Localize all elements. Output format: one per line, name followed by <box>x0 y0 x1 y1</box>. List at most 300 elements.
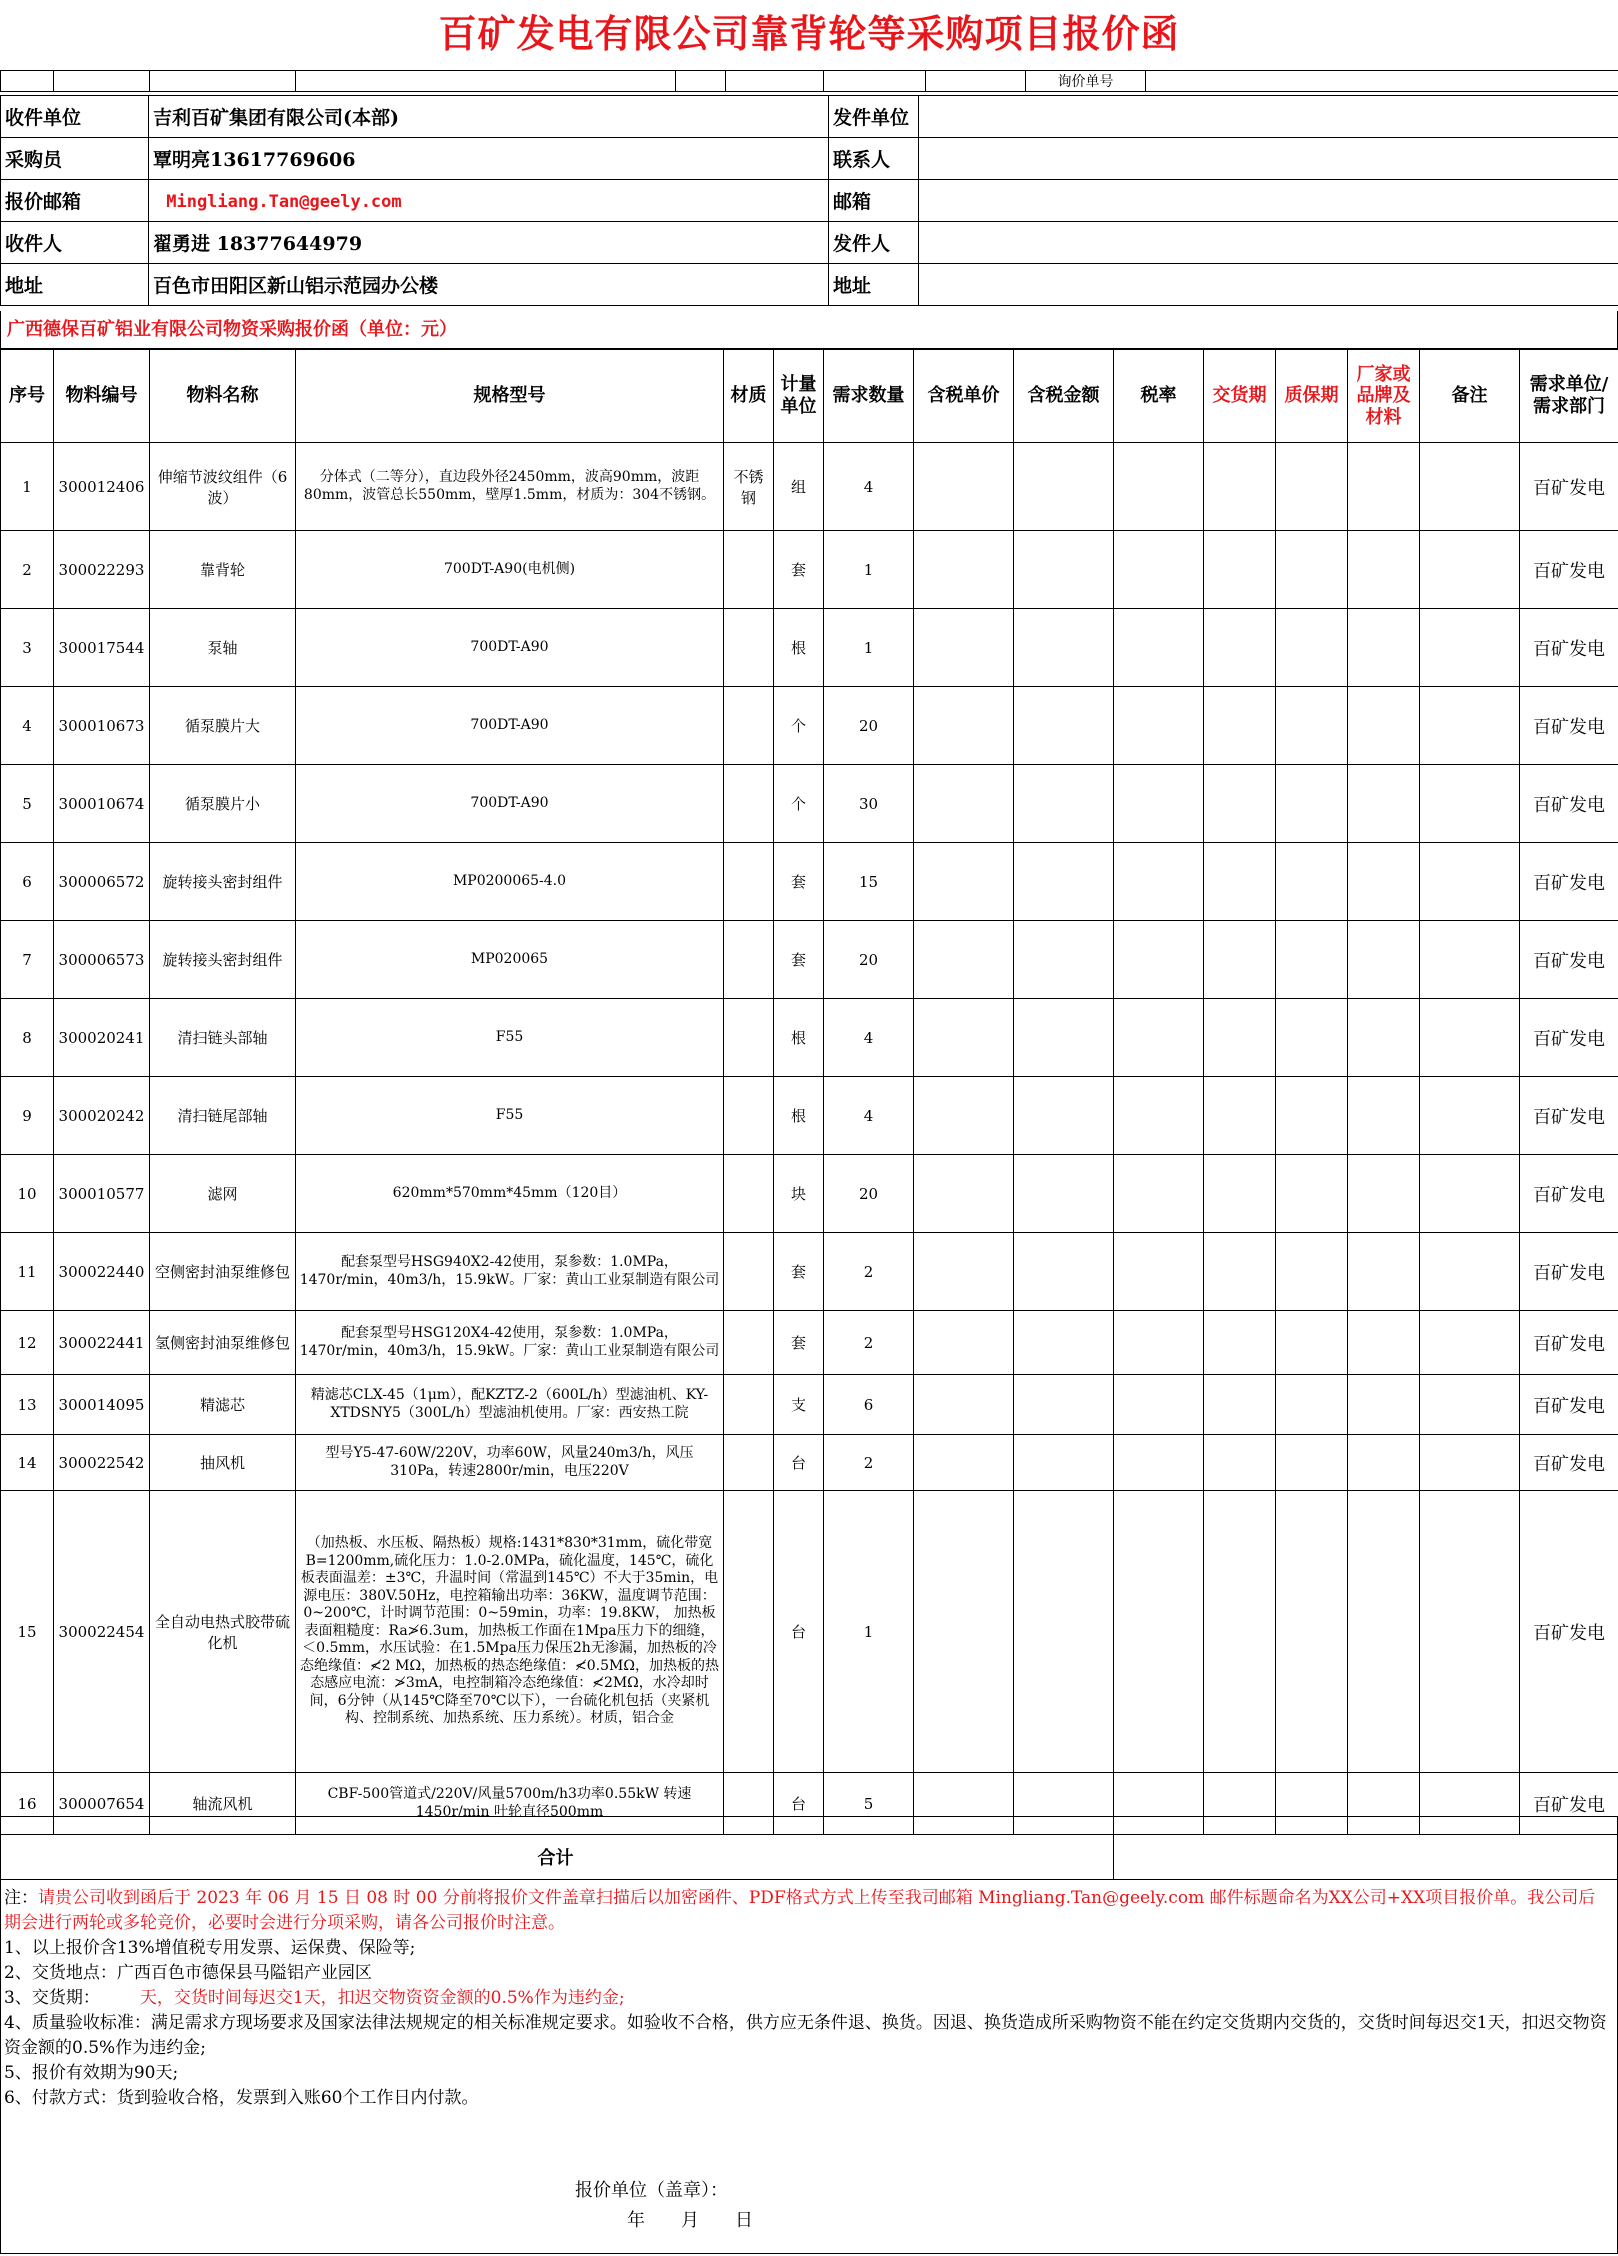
row-amount[interactable] <box>1014 1233 1114 1311</box>
row-remark[interactable] <box>1420 765 1520 843</box>
row-spec: （加热板、水压板、隔热板）规格:1431*830*31mm，硫化带宽B=1200mm,硫化压力：1.0-2.0MPa，硫化温度，145℃，硫化板表面温差：±3℃，升温时间（常温到145℃）不大于35min，电源电压：380V.50Hz，电控箱输出功率：36KW，温度调节范围：0~200℃，计时调节范围：0~59min，功率：19.8KW， 加热板表面粗糙度：Ra≯6.3um，加热板工作面在1Mpa压力下的细缝， ＜0.5mm，水压试验：在1.5Mpa压力保压2h无渗漏，加热板的冷态绝缘值：≮2 MΩ，加热板的热态绝缘值：≮0.5MΩ，加热板的热态感应电流：≯3mA，电控制箱冷态绝缘值：≮2MΩ，水冷却时间，6分钟（从145℃降至70℃以下），一台硫化机包括（夹紧机构、控制系统、加热系统、压力系统）。材质，铝合金 <box>296 1491 724 1773</box>
row-delivery[interactable] <box>1204 1077 1276 1155</box>
row-brand[interactable] <box>1348 921 1420 999</box>
row-brand[interactable] <box>1348 999 1420 1077</box>
row-code: 300017544 <box>54 609 150 687</box>
row-code: 300010673 <box>54 687 150 765</box>
row-warranty[interactable] <box>1276 1491 1348 1773</box>
row-brand[interactable] <box>1348 1155 1420 1233</box>
row-unit: 组 <box>774 443 824 531</box>
row-no: 5 <box>1 765 54 843</box>
row-tax[interactable] <box>1114 1233 1204 1311</box>
row-delivery[interactable] <box>1204 1233 1276 1311</box>
items-table <box>0 349 1618 1880</box>
row-dept: 百矿发电 <box>1520 1375 1618 1435</box>
row-warranty[interactable] <box>1276 1233 1348 1311</box>
row-warranty[interactable] <box>1276 443 1348 531</box>
col-price: 含税单价 <box>914 350 1014 443</box>
row-tax[interactable] <box>1114 843 1204 921</box>
row-amount[interactable] <box>1014 1077 1114 1155</box>
row-warranty[interactable] <box>1276 843 1348 921</box>
row-price[interactable] <box>914 687 1014 765</box>
row-material <box>724 843 774 921</box>
row-brand[interactable] <box>1348 1773 1420 1835</box>
row-price[interactable] <box>914 1077 1014 1155</box>
row-qty: 4 <box>824 999 914 1077</box>
row-unit: 套 <box>774 921 824 999</box>
row-qty: 20 <box>824 687 914 765</box>
row-dept: 百矿发电 <box>1520 1773 1618 1835</box>
note-4: 4、质量验收标准：满足需求方现场要求及国家法律法规规定的相关标准规定要求。如验收不合格，供方应无条件退、换货。因退、换货造成所采购物资不能在约定交货期内交货的，交货时间每迟交1天，扣迟交物资资金额的0.5%作为违约金; <box>4 2013 1607 2058</box>
address2-label: 地址 <box>829 264 919 306</box>
row-material <box>724 687 774 765</box>
row-warranty[interactable] <box>1276 609 1348 687</box>
row-material <box>724 1077 774 1155</box>
row-name: 旋转接头密封组件 <box>150 921 296 999</box>
row-no: 15 <box>1 1491 54 1773</box>
table-row <box>1 531 1618 609</box>
notes-main: 注：请贵公司收到函后于 2023 年 06 月 15 日 08 时 00 分前将报价文件盖章扫描后以加密函件、PDF格式方式上传至我司邮箱 Mingliang.Tan@geely.com 邮件标题命名为XX公司+XX项目报价单。我公司后期会进行两轮或多轮竞价，必要时会进行分项采购，请各公司报价时注意。 <box>4 1888 1596 1933</box>
address-label: 地址 <box>1 264 149 306</box>
row-no: 9 <box>1 1077 54 1155</box>
buyer-label: 采购员 <box>1 138 149 180</box>
notes <box>4 1886 1612 2111</box>
row-price[interactable] <box>914 1435 1014 1491</box>
address-value: 百色市田阳区新山铝示范园办公楼 <box>149 264 829 306</box>
date-label: 年 月 日 <box>627 2210 753 2231</box>
row-warranty[interactable] <box>1276 1435 1348 1491</box>
row-remark[interactable] <box>1420 1491 1520 1773</box>
row-warranty[interactable] <box>1276 1077 1348 1155</box>
row-delivery[interactable] <box>1204 1155 1276 1233</box>
row-price[interactable] <box>914 765 1014 843</box>
row-dept: 百矿发电 <box>1520 609 1618 687</box>
row-material <box>724 1375 774 1435</box>
row-spec: 配套泵型号HSG120X4-42使用，泵参数：1.0MPa，1470r/min，40m3/h，15.9kW。厂家：黄山工业泵制造有限公司 <box>296 1311 724 1375</box>
row-name: 全自动电热式胶带硫化机 <box>150 1491 296 1773</box>
row-material <box>724 531 774 609</box>
row-tax[interactable] <box>1114 443 1204 531</box>
col-warranty: 质保期 <box>1276 350 1348 443</box>
quote-unit-label: 报价单位（盖章）： <box>575 2180 728 2201</box>
row-qty: 6 <box>824 1375 914 1435</box>
recipient-value: 翟勇进 18377644979 <box>149 222 829 264</box>
row-delivery[interactable] <box>1204 921 1276 999</box>
row-qty: 2 <box>824 1233 914 1311</box>
row-no: 7 <box>1 921 54 999</box>
row-qty: 1 <box>824 1491 914 1773</box>
row-name: 循泵膜片小 <box>150 765 296 843</box>
row-spec: CBF-500管道式/220V/风量5700m/h3功率0.55kW 转速1450r/min 叶轮直径500mm <box>296 1773 724 1835</box>
row-remark[interactable] <box>1420 1435 1520 1491</box>
row-spec: F55 <box>296 1077 724 1155</box>
col-qty: 需求数量 <box>824 350 914 443</box>
table-row <box>1 765 1618 843</box>
row-spec: 型号Y5-47-60W/220V，功率60W，风量240m3/h，风压310Pa，转速2800r/min，电压220V <box>296 1435 724 1491</box>
table-row <box>1 687 1618 765</box>
row-no: 11 <box>1 1233 54 1311</box>
row-unit: 根 <box>774 1077 824 1155</box>
row-dept: 百矿发电 <box>1520 443 1618 531</box>
row-name: 空侧密封油泵维修包 <box>150 1233 296 1311</box>
row-dept: 百矿发电 <box>1520 1155 1618 1233</box>
col-delivery: 交货期 <box>1204 350 1276 443</box>
row-price[interactable] <box>914 999 1014 1077</box>
col-spec: 规格型号 <box>296 350 724 443</box>
row-amount[interactable] <box>1014 687 1114 765</box>
row-delivery[interactable] <box>1204 1311 1276 1375</box>
table-row <box>1 843 1618 921</box>
row-warranty[interactable] <box>1276 687 1348 765</box>
row-remark[interactable] <box>1420 1311 1520 1375</box>
row-material <box>724 609 774 687</box>
row-qty: 1 <box>824 531 914 609</box>
row-dept: 百矿发电 <box>1520 531 1618 609</box>
row-amount[interactable] <box>1014 609 1114 687</box>
row-warranty[interactable] <box>1276 921 1348 999</box>
row-qty: 20 <box>824 921 914 999</box>
row-dept: 百矿发电 <box>1520 1233 1618 1311</box>
col-no: 序号 <box>1 350 54 443</box>
row-name: 伸缩节波纹组件（6波） <box>150 443 296 531</box>
row-amount[interactable] <box>1014 1375 1114 1435</box>
total-label: 合计 <box>1 1835 1114 1880</box>
row-spec: MP020065 <box>296 921 724 999</box>
row-spec: 700DT-A90 <box>296 687 724 765</box>
row-dept: 百矿发电 <box>1520 1077 1618 1155</box>
table-row <box>1 1311 1618 1375</box>
email-value[interactable]: Mingliang.Tan@geely.com <box>166 191 402 212</box>
row-delivery[interactable] <box>1204 531 1276 609</box>
mail-value[interactable] <box>919 180 1618 222</box>
items-body <box>1 443 1618 1835</box>
row-unit: 块 <box>774 1155 824 1233</box>
sender-unit-label: 发件单位 <box>829 96 919 138</box>
row-dept: 百矿发电 <box>1520 921 1618 999</box>
total-row <box>1 1835 1618 1880</box>
row-brand[interactable] <box>1348 1233 1420 1311</box>
row-remark[interactable] <box>1420 443 1520 531</box>
note-2: 2、交货地点：广西百色市德保县马隘铝产业园区 <box>4 1963 372 1983</box>
row-spec: F55 <box>296 999 724 1077</box>
row-price[interactable] <box>914 1375 1014 1435</box>
row-price[interactable] <box>914 843 1014 921</box>
row-material <box>724 999 774 1077</box>
row-dept: 百矿发电 <box>1520 1491 1618 1773</box>
row-no: 1 <box>1 443 54 531</box>
note-1: 1、以上报价含13%增值税专用发票、运保费、保险等; <box>4 1938 416 1958</box>
row-amount[interactable] <box>1014 1435 1114 1491</box>
row-remark[interactable] <box>1420 687 1520 765</box>
row-delivery[interactable] <box>1204 765 1276 843</box>
row-dept: 百矿发电 <box>1520 687 1618 765</box>
row-remark[interactable] <box>1420 999 1520 1077</box>
row-tax[interactable] <box>1114 921 1204 999</box>
row-brand[interactable] <box>1348 687 1420 765</box>
row-unit: 套 <box>774 1311 824 1375</box>
row-name: 滤网 <box>150 1155 296 1233</box>
row-remark[interactable] <box>1420 531 1520 609</box>
row-warranty[interactable] <box>1276 1155 1348 1233</box>
row-unit: 支 <box>774 1375 824 1435</box>
row-amount[interactable] <box>1014 1491 1114 1773</box>
row-brand[interactable] <box>1348 765 1420 843</box>
row-no: 3 <box>1 609 54 687</box>
row-dept: 百矿发电 <box>1520 1311 1618 1375</box>
row-material <box>724 1491 774 1773</box>
row-name: 氢侧密封油泵维修包 <box>150 1311 296 1375</box>
col-code: 物料编号 <box>54 350 150 443</box>
inquiry-row <box>0 70 1618 92</box>
row-tax[interactable] <box>1114 531 1204 609</box>
row-delivery[interactable] <box>1204 1491 1276 1773</box>
row-name: 精滤芯 <box>150 1375 296 1435</box>
quotation-subtitle: 广西德保百矿铝业有限公司物资采购报价函（单位：元） <box>0 311 1618 349</box>
row-price[interactable] <box>914 531 1014 609</box>
row-price[interactable] <box>914 1233 1014 1311</box>
row-spec: 分体式（二等分），直边段外径2450mm，波高90mm，波距80mm，波管总长550mm，壁厚1.5mm，材质为：304不锈钢。 <box>296 443 724 531</box>
row-delivery[interactable] <box>1204 443 1276 531</box>
row-no: 6 <box>1 843 54 921</box>
row-tax[interactable] <box>1114 687 1204 765</box>
row-delivery[interactable] <box>1204 1375 1276 1435</box>
row-code: 300022293 <box>54 531 150 609</box>
row-brand[interactable] <box>1348 609 1420 687</box>
email-label: 报价邮箱 <box>1 180 149 222</box>
row-tax[interactable] <box>1114 1375 1204 1435</box>
address2-value[interactable] <box>919 264 1618 306</box>
row-code: 300006573 <box>54 921 150 999</box>
row-brand[interactable] <box>1348 1435 1420 1491</box>
row-no: 16 <box>1 1773 54 1835</box>
row-spec: 700DT-A90(电机侧) <box>296 531 724 609</box>
row-unit: 根 <box>774 609 824 687</box>
row-warranty[interactable] <box>1276 1375 1348 1435</box>
col-brand: 厂家或品牌及材料 <box>1348 350 1420 443</box>
row-name: 旋转接头密封组件 <box>150 843 296 921</box>
row-no: 13 <box>1 1375 54 1435</box>
row-tax[interactable] <box>1114 999 1204 1077</box>
row-code: 300014095 <box>54 1375 150 1435</box>
row-delivery[interactable] <box>1204 999 1276 1077</box>
row-price[interactable] <box>914 609 1014 687</box>
row-code: 300020242 <box>54 1077 150 1155</box>
table-row <box>1 443 1618 531</box>
note-6: 6、付款方式：货到验收合格，发票到入账60个工作日内付款。 <box>4 2088 479 2108</box>
table-row <box>1 1233 1618 1311</box>
row-tax[interactable] <box>1114 609 1204 687</box>
row-delivery[interactable] <box>1204 843 1276 921</box>
row-material <box>724 1435 774 1491</box>
row-code: 300022454 <box>54 1491 150 1773</box>
row-code: 300012406 <box>54 443 150 531</box>
table-row <box>1 1077 1618 1155</box>
row-qty: 4 <box>824 1077 914 1155</box>
row-tax[interactable] <box>1114 1435 1204 1491</box>
row-tax[interactable] <box>1114 1491 1204 1773</box>
row-material <box>724 1773 774 1835</box>
row-amount[interactable] <box>1014 1155 1114 1233</box>
row-brand[interactable] <box>1348 1491 1420 1773</box>
note-3: 3、交货期： 天，交货时间每迟交1天，扣迟交物资资金额的0.5%作为违约金; <box>4 1988 625 2008</box>
row-brand[interactable] <box>1348 843 1420 921</box>
row-material <box>724 921 774 999</box>
row-amount[interactable] <box>1014 999 1114 1077</box>
col-material: 材质 <box>724 350 774 443</box>
row-brand[interactable] <box>1348 531 1420 609</box>
mail-label: 邮箱 <box>829 180 919 222</box>
row-name: 轴流风机 <box>150 1773 296 1835</box>
row-price[interactable] <box>914 1311 1014 1375</box>
row-qty: 2 <box>824 1435 914 1491</box>
row-dept: 百矿发电 <box>1520 1435 1618 1491</box>
row-qty: 15 <box>824 843 914 921</box>
receiver-unit-label: 收件单位 <box>1 96 149 138</box>
row-remark[interactable] <box>1420 1155 1520 1233</box>
row-no: 12 <box>1 1311 54 1375</box>
col-name: 物料名称 <box>150 350 296 443</box>
row-qty: 2 <box>824 1311 914 1375</box>
row-material <box>724 1155 774 1233</box>
row-spec: 精滤芯CLX-45（1μm），配KZTZ-2（600L/h）型滤油机、KY-XTDSNY5（300L/h）型滤油机使用。厂家：西安热工院 <box>296 1375 724 1435</box>
row-spec: MP0200065-4.0 <box>296 843 724 921</box>
row-name: 清扫链头部轴 <box>150 999 296 1077</box>
row-remark[interactable] <box>1420 843 1520 921</box>
note-5: 5、报价有效期为90天; <box>4 2063 179 2083</box>
row-dept: 百矿发电 <box>1520 999 1618 1077</box>
row-delivery[interactable] <box>1204 1435 1276 1491</box>
page-title: 百矿发电有限公司靠背轮等采购项目报价函 <box>438 11 1180 56</box>
sender-value[interactable] <box>919 222 1618 264</box>
table-row <box>1 1375 1618 1435</box>
row-name: 循泵膜片大 <box>150 687 296 765</box>
col-tax: 税率 <box>1114 350 1204 443</box>
signature-block <box>575 2176 753 2236</box>
row-remark[interactable] <box>1420 1077 1520 1155</box>
row-qty: 5 <box>824 1773 914 1835</box>
row-no: 2 <box>1 531 54 609</box>
row-price[interactable] <box>914 443 1014 531</box>
row-delivery[interactable] <box>1204 687 1276 765</box>
row-code: 300020241 <box>54 999 150 1077</box>
row-material <box>724 1311 774 1375</box>
sender-unit-value[interactable] <box>919 96 1618 138</box>
row-tax[interactable] <box>1114 765 1204 843</box>
row-warranty[interactable] <box>1276 531 1348 609</box>
row-warranty[interactable] <box>1276 1311 1348 1375</box>
total-value[interactable] <box>1114 1835 1618 1880</box>
inquiry-no-value[interactable] <box>1146 71 1618 92</box>
row-unit: 根 <box>774 999 824 1077</box>
row-spec: 700DT-A90 <box>296 609 724 687</box>
row-unit: 套 <box>774 531 824 609</box>
table-row <box>1 1155 1618 1233</box>
contact-label: 联系人 <box>829 138 919 180</box>
table-row <box>1 1435 1618 1491</box>
table-row <box>1 1773 1618 1835</box>
row-qty: 20 <box>824 1155 914 1233</box>
table-row <box>1 999 1618 1077</box>
row-tax[interactable] <box>1114 1773 1204 1835</box>
row-amount[interactable] <box>1014 765 1114 843</box>
row-remark[interactable] <box>1420 609 1520 687</box>
table-row <box>1 609 1618 687</box>
row-price[interactable] <box>914 921 1014 999</box>
inquiry-no-label: 询价单号 <box>1026 71 1146 92</box>
row-brand[interactable] <box>1348 443 1420 531</box>
row-code: 300022440 <box>54 1233 150 1311</box>
row-tax[interactable] <box>1114 1077 1204 1155</box>
row-amount[interactable] <box>1014 1773 1114 1835</box>
row-name: 清扫链尾部轴 <box>150 1077 296 1155</box>
row-code: 300010674 <box>54 765 150 843</box>
row-name: 靠背轮 <box>150 531 296 609</box>
row-amount[interactable] <box>1014 921 1114 999</box>
items-header <box>1 350 1618 443</box>
recipient-label: 收件人 <box>1 222 149 264</box>
row-code: 300010577 <box>54 1155 150 1233</box>
row-qty: 4 <box>824 443 914 531</box>
row-amount[interactable] <box>1014 531 1114 609</box>
row-delivery[interactable] <box>1204 609 1276 687</box>
table-row <box>1 1491 1618 1773</box>
row-brand[interactable] <box>1348 1375 1420 1435</box>
row-code: 300006572 <box>54 843 150 921</box>
row-unit: 台 <box>774 1435 824 1491</box>
row-amount[interactable] <box>1014 443 1114 531</box>
row-warranty[interactable] <box>1276 765 1348 843</box>
row-price[interactable] <box>914 1491 1014 1773</box>
row-code: 300022542 <box>54 1435 150 1491</box>
row-unit: 个 <box>774 765 824 843</box>
row-amount[interactable] <box>1014 1311 1114 1375</box>
row-price[interactable] <box>914 1773 1014 1835</box>
receiver-unit-value: 吉利百矿集团有限公司(本部) <box>149 96 829 138</box>
row-remark[interactable] <box>1420 1773 1520 1835</box>
row-no: 8 <box>1 999 54 1077</box>
row-dept: 百矿发电 <box>1520 765 1618 843</box>
row-remark[interactable] <box>1420 1233 1520 1311</box>
col-remark: 备注 <box>1420 350 1520 443</box>
row-amount[interactable] <box>1014 843 1114 921</box>
row-spec: 配套泵型号HSG940X2-42使用，泵参数：1.0MPa，1470r/min，40m3/h，15.9kW。厂家：黄山工业泵制造有限公司 <box>296 1233 724 1311</box>
row-spec: 620mm*570mm*45mm（120目） <box>296 1155 724 1233</box>
col-amount: 含税金额 <box>1014 350 1114 443</box>
row-remark[interactable] <box>1420 1375 1520 1435</box>
contact-value[interactable] <box>919 138 1618 180</box>
row-delivery[interactable] <box>1204 1773 1276 1835</box>
row-remark[interactable] <box>1420 921 1520 999</box>
row-warranty[interactable] <box>1276 1773 1348 1835</box>
row-tax[interactable] <box>1114 1155 1204 1233</box>
row-name: 抽风机 <box>150 1435 296 1491</box>
row-brand[interactable] <box>1348 1077 1420 1155</box>
row-unit: 套 <box>774 843 824 921</box>
row-warranty[interactable] <box>1276 999 1348 1077</box>
row-price[interactable] <box>914 1155 1014 1233</box>
info-table <box>0 95 1618 306</box>
row-no: 4 <box>1 687 54 765</box>
row-code: 300007654 <box>54 1773 150 1835</box>
sender-label: 发件人 <box>829 222 919 264</box>
row-spec: 700DT-A90 <box>296 765 724 843</box>
row-qty: 1 <box>824 609 914 687</box>
row-material <box>724 1233 774 1311</box>
row-material: 不锈钢 <box>724 443 774 531</box>
row-unit: 个 <box>774 687 824 765</box>
row-tax[interactable] <box>1114 1311 1204 1375</box>
row-brand[interactable] <box>1348 1311 1420 1375</box>
